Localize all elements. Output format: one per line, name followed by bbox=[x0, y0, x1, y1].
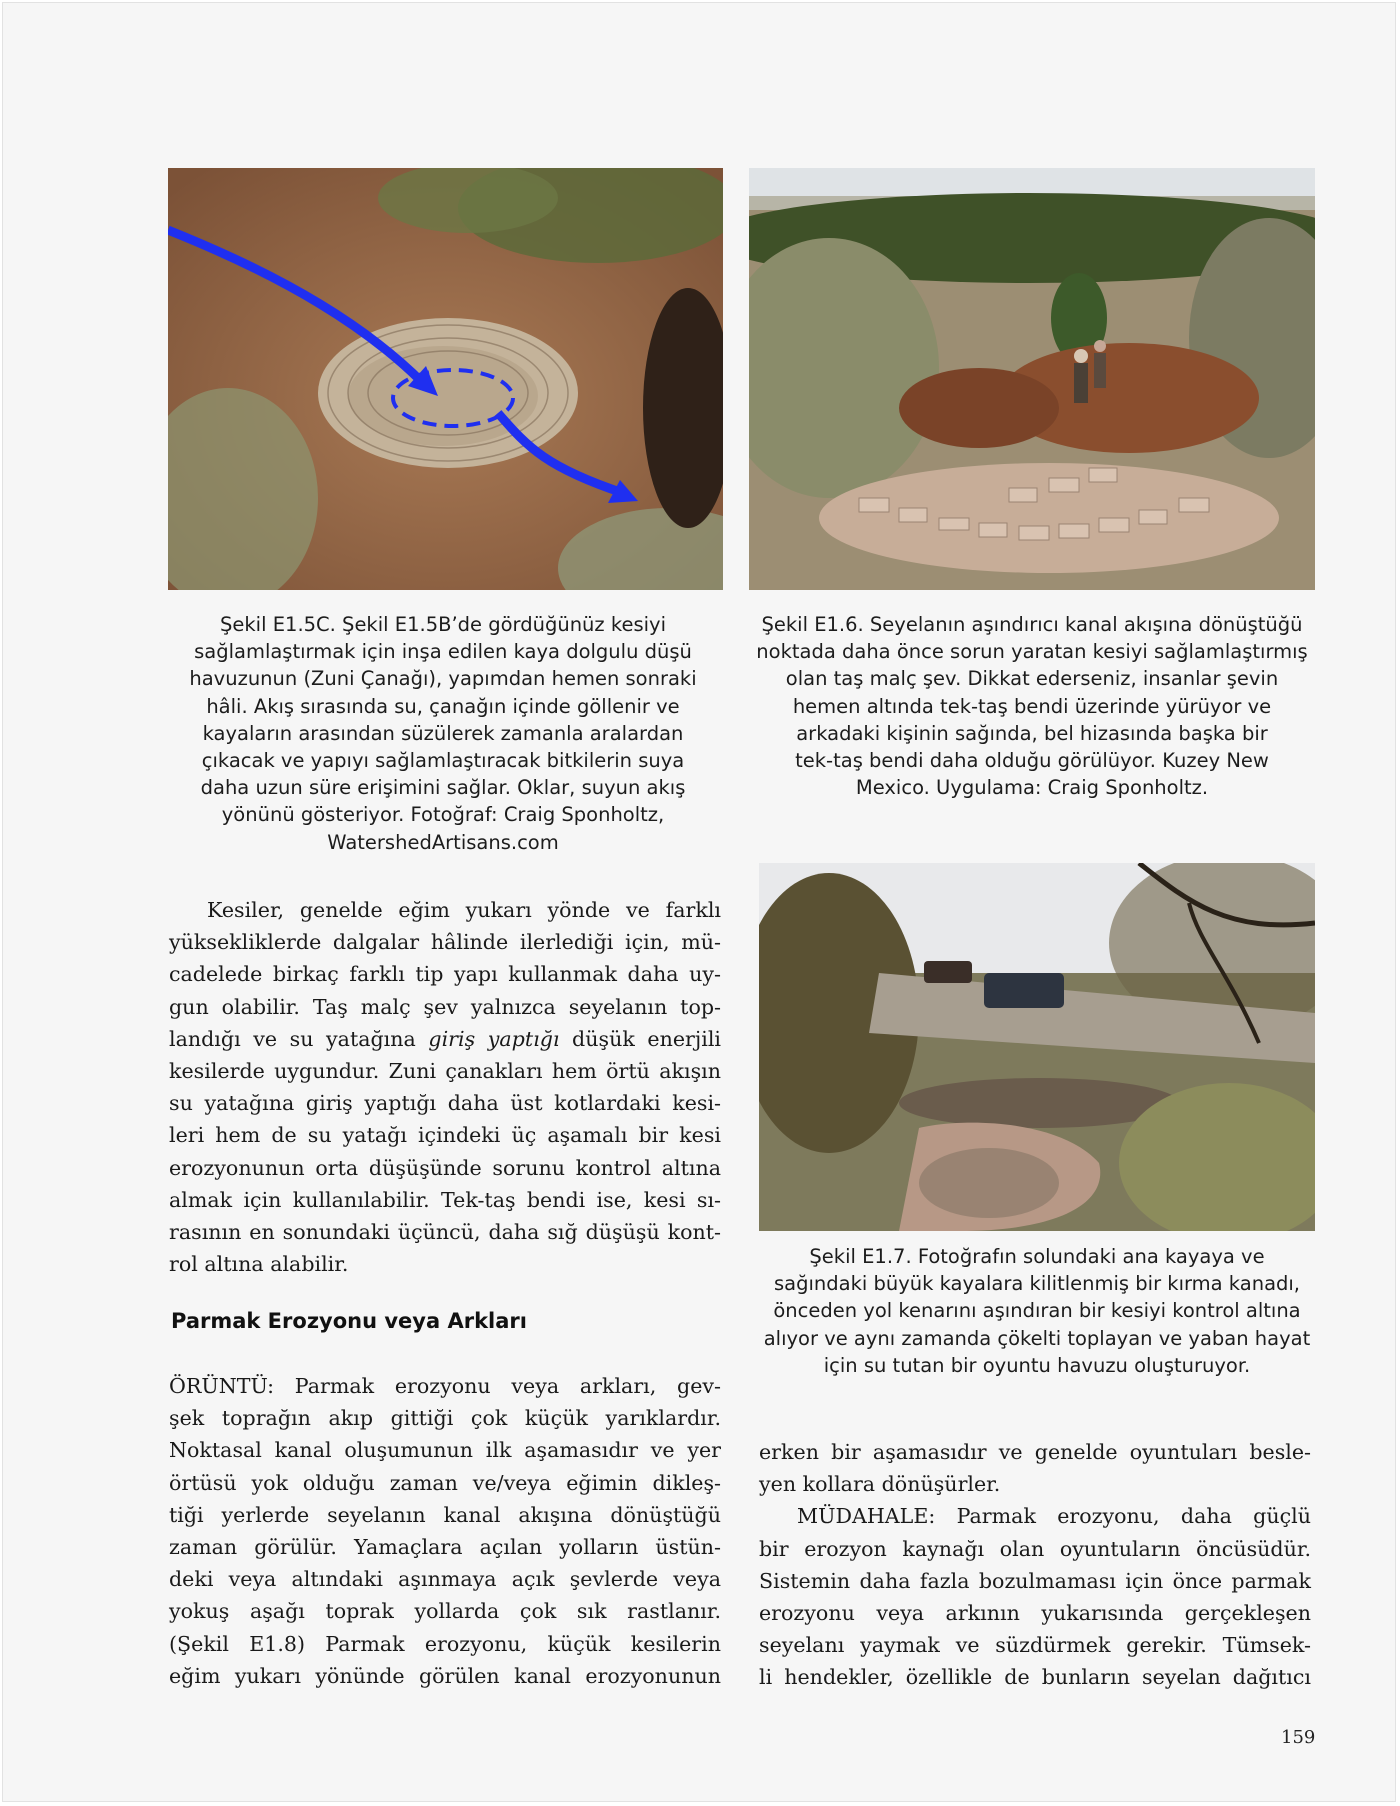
caption-line: WatershedArtisans.com bbox=[327, 830, 559, 854]
caption-line: önceden yol kenarını aşındıran bir kesiyi kontrol altına bbox=[773, 1299, 1301, 1323]
text-line: cadelede birkaç farklı tip yapı kullanmak daha uy- bbox=[169, 962, 721, 987]
body-paragraph-oruntu bbox=[169, 1370, 721, 1692]
text-line: MÜDAHALE: Parmak erozyonu, daha güçlü bbox=[797, 1504, 1311, 1529]
figure-e1-7-photo bbox=[759, 863, 1315, 1231]
text-fragment: landığı ve su yatağına bbox=[169, 1026, 416, 1051]
caption-line: havuzunun (Zuni Çanağı), yapımdan hemen sonraki bbox=[189, 667, 697, 691]
body-paragraph-kesiler bbox=[169, 894, 721, 1280]
text-line: bir erozyon kaynağı olan oyuntuların öncüsüdür. bbox=[759, 1536, 1311, 1561]
figure-e1-6-photo bbox=[749, 168, 1315, 590]
text-line: Sistemin daha fazla bozulmaması için önce parmak bbox=[759, 1568, 1311, 1593]
text-line: almak için kullanılabilir. Tek-taş bendi ise, kesi sı- bbox=[169, 1187, 721, 1212]
caption-line: olan taş malç şev. Dikkat ederseniz, insanlar şevin bbox=[785, 667, 1279, 691]
stone-mulch-rundown-image bbox=[749, 168, 1315, 590]
figure-e1-5c-photo bbox=[168, 168, 723, 590]
text-line: örtüsü yok olduğu zaman ve/veya eğimin dikleş- bbox=[169, 1470, 721, 1495]
caption-line: yönünü gösteriyor. Fotoğraf: Craig Sponholtz, bbox=[221, 803, 665, 827]
caption-line: Şekil E1.5C. Şekil E1.5B’de gördüğünüz kesiyi bbox=[220, 613, 666, 636]
caption-line: tek-taş bendi daha olduğu görülüyor. Kuzey New bbox=[795, 749, 1269, 773]
caption-line: kayaların arasından süzülerek zamanla aralardan bbox=[202, 721, 684, 745]
text-line: deki veya altındaki aşınmaya açık şevlerde veya bbox=[169, 1567, 721, 1592]
text-line: yen kollara dönüşürler. bbox=[759, 1472, 1001, 1497]
text-line: rasının en sonundaki üçüncü, daha sığ düşüşü kont- bbox=[169, 1219, 721, 1244]
text-line: erozyonu veya arkının yukarısında gerçekleşen bbox=[759, 1600, 1311, 1625]
wing-deflector-image bbox=[759, 863, 1315, 1231]
caption-line: çıkacak ve yapıyı sağlamlaştıracak bitkilerin suya bbox=[201, 749, 685, 773]
figure-e1-5c-caption bbox=[163, 611, 723, 856]
text-line: kesilerde uygundur. Zuni çanakları hem örtü akışın bbox=[169, 1058, 721, 1083]
caption-line: hemen altında tek-taş bendi üzerinde yürüyor ve bbox=[792, 694, 1272, 718]
text-line: zaman görülür. Yamaçlara açılan yolların üstün- bbox=[169, 1534, 721, 1559]
caption-line: için su tutan bir oyuntu havuzu oluşturuyor. bbox=[823, 1353, 1251, 1377]
figure-e1-7-caption bbox=[759, 1243, 1315, 1379]
caption-line: Mexico. Uygulama: Craig Sponholtz. bbox=[855, 776, 1209, 800]
text-line: erken bir aşamasıdır ve genelde oyuntuları besle- bbox=[759, 1440, 1311, 1464]
caption-line: alıyor ve aynı zamanda çökelti toplayan ve yaban hayat bbox=[763, 1326, 1311, 1350]
text-line: li hendekler, özellikle de bunların seyelan dağıtıcı bbox=[759, 1665, 1311, 1690]
caption-line: noktada daha önce sorun yaratan kesiyi sağlamlaştırmış bbox=[756, 640, 1308, 664]
caption-line: Şekil E1.6. Seyelanın aşındırıcı kanal akışına dönüştüğü bbox=[761, 613, 1303, 636]
italic-term: giriş yaptığı bbox=[428, 1026, 560, 1051]
caption-line: sağındaki büyük kayalara kilitlenmiş bir kırma kanadı, bbox=[773, 1272, 1301, 1296]
section-heading: Parmak Erozyonu veya Arkları bbox=[171, 1309, 527, 1333]
caption-line: sağlamlaştırmak için inşa edilen kaya dolgulu düşü bbox=[194, 640, 692, 664]
text-line: Noktasal kanal oluşumunun ilk aşamasıdır ve yer bbox=[169, 1438, 721, 1463]
text-fragment: düşük enerjili bbox=[559, 1026, 722, 1051]
text-line: tiği yerlerde seyelanın kanal akışına dönüştüğü bbox=[169, 1502, 721, 1527]
caption-line: Şekil E1.7. Fotoğrafın solundaki ana kayaya ve bbox=[809, 1245, 1265, 1268]
text-line: yüksekliklerde dalgalar hâlinde ilerlediği için, mü- bbox=[169, 930, 721, 955]
text-line: seyelanı yaymak ve süzdürmek gerekir. Tümsek- bbox=[759, 1633, 1311, 1658]
text-line: rol altına alabilir. bbox=[169, 1252, 349, 1277]
figure-e1-6-caption bbox=[749, 611, 1315, 801]
caption-line: hâli. Akış sırasında su, çanağın içinde göllenir ve bbox=[206, 694, 680, 718]
body-paragraph-right bbox=[759, 1436, 1311, 1694]
page-number: 159 bbox=[1281, 1727, 1316, 1748]
text-line: erozyonunun orta düşüşünde sorunu kontrol altına bbox=[169, 1155, 721, 1180]
text-line: şek toprağın akıp gittiği çok küçük yarıklardır. bbox=[169, 1406, 721, 1431]
caption-line: daha uzun süre erişimini sağlar. Oklar, suyun akış bbox=[200, 776, 686, 800]
book-page bbox=[2, 2, 1396, 1802]
zuni-bowl-image bbox=[168, 168, 723, 590]
text-line: (Şekil E1.8) Parmak erozyonu, küçük kesilerin bbox=[169, 1631, 721, 1656]
text-line: leri hem de su yatağı içindeki üç aşamalı bir kesi bbox=[169, 1123, 721, 1148]
text-line: eğim yukarı yönünde görülen kanal erozyonunun bbox=[169, 1663, 721, 1688]
text-line bbox=[169, 1023, 721, 1055]
caption-line: arkadaki kişinin sağında, bel hizasında başka bir bbox=[796, 721, 1268, 745]
text-line: su yatağına giriş yaptığı daha üst kotlardaki kesi- bbox=[169, 1091, 721, 1116]
text-line: gun olabilir. Taş malç şev yalnızca seyelanın top- bbox=[169, 994, 721, 1019]
text-line: Kesiler, genelde eğim yukarı yönde ve farklı bbox=[207, 898, 721, 922]
text-line: ÖRÜNTÜ: Parmak erozyonu veya arkları, gev- bbox=[169, 1374, 721, 1398]
text-line: yokuş aşağı toprak yollarda çok sık rastlanır. bbox=[169, 1599, 721, 1624]
